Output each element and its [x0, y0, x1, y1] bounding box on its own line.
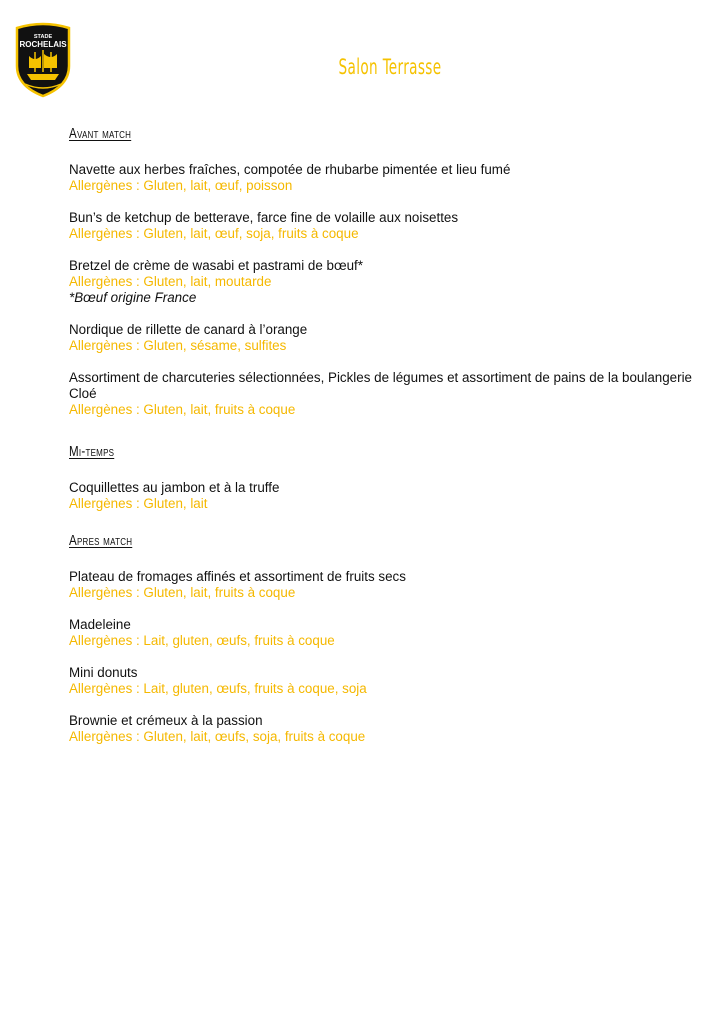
allergens: Allergènes : Gluten, lait, œufs, soja, fruits à coque: [69, 729, 366, 744]
allergens: Allergènes : Gluten, lait, fruits à coque: [69, 585, 296, 600]
list-item: [69, 569, 699, 601]
section-heading: Avant match: [69, 126, 132, 142]
dish-name: Brownie et crémeux à la passion: [69, 713, 263, 728]
section-apres-match: [69, 533, 699, 745]
page-title: Salon Terrasse: [338, 55, 442, 79]
list-item: [69, 617, 699, 649]
origin-note: *Bœuf origine France: [69, 290, 197, 305]
list-item: [69, 713, 699, 745]
dish-name: Assortiment de charcuteries sélectionnées, Pickles de légumes et assortiment de pains de la boulangerie Cloé: [69, 370, 693, 401]
section-heading: Apres match: [69, 533, 133, 549]
dish-name: Madeleine: [69, 617, 131, 632]
logo-top-text: STADE: [33, 34, 53, 40]
list-item: [69, 322, 699, 354]
list-item: [69, 665, 699, 697]
dish-name: Bun’s de ketchup de betterave, farce fine de volaille aux noisettes: [69, 210, 459, 225]
list-item: [69, 480, 699, 512]
dish-name: Plateau de fromages affinés et assortiment de fruits secs: [69, 569, 406, 584]
list-item: [69, 370, 699, 418]
dish-name: Nordique de rillette de canard à l’orange: [69, 322, 308, 337]
list-item: [69, 210, 699, 242]
dish-name: Bretzel de crème de wasabi et pastrami de bœuf*: [69, 258, 363, 273]
allergens: Allergènes : Gluten, sésame, sulfites: [69, 338, 287, 353]
allergens: Allergènes : Lait, gluten, œufs, fruits à coque: [69, 633, 335, 648]
section-heading: Mi-temps: [69, 444, 115, 460]
allergens: Allergènes : Gluten, lait: [69, 496, 208, 511]
section-avant-match: [69, 126, 699, 418]
menu-content: [69, 126, 699, 761]
list-item: [69, 162, 699, 194]
allergens: Allergènes : Gluten, lait, fruits à coque: [69, 402, 296, 417]
list-item: [69, 258, 699, 306]
stade-rochelais-logo: [13, 22, 73, 98]
ship-shield-icon: [13, 22, 73, 98]
allergens: Allergènes : Gluten, lait, moutarde: [69, 274, 272, 289]
allergens: Allergènes : Gluten, lait, œuf, poisson: [69, 178, 293, 193]
logo-main-text: ROCHELAIS: [19, 40, 67, 49]
allergens: Allergènes : Gluten, lait, œuf, soja, fruits à coque: [69, 226, 359, 241]
section-mi-temps: [69, 444, 699, 512]
dish-name: Mini donuts: [69, 665, 138, 680]
allergens: Allergènes : Lait, gluten, œufs, fruits à coque, soja: [69, 681, 367, 696]
dish-name: Coquillettes au jambon et à la truffe: [69, 480, 280, 495]
dish-name: Navette aux herbes fraîches, compotée de rhubarbe pimentée et lieu fumé: [69, 162, 511, 177]
